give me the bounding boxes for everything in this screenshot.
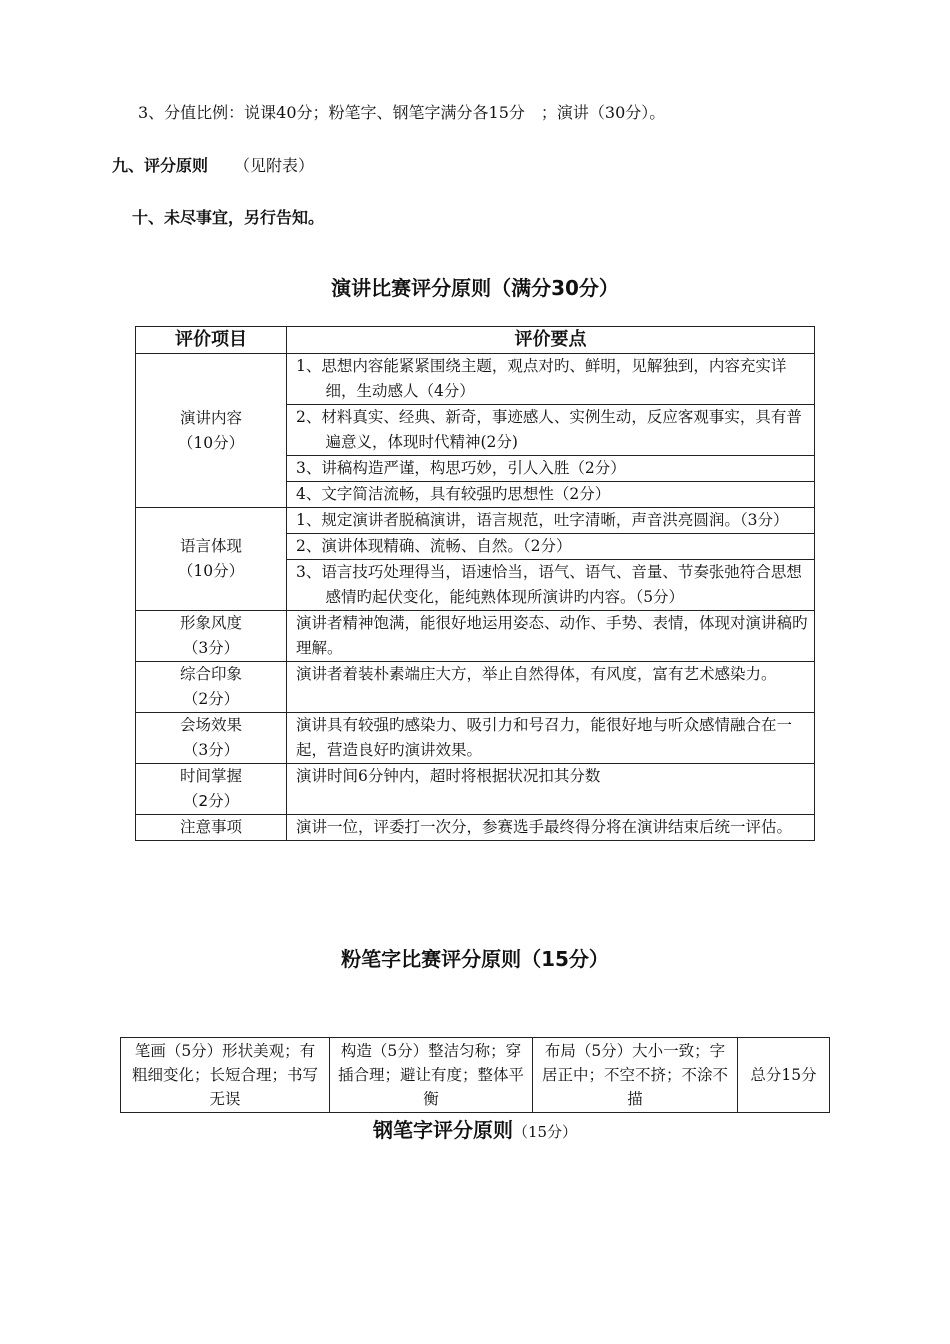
- point-text: 2、演讲体现精确、流畅、自然。（2分）: [296, 537, 572, 555]
- point-cell: [287, 713, 815, 764]
- table-row: [136, 713, 815, 764]
- section-ten-heading: 十、未尽事宜，另行告知。: [132, 208, 325, 227]
- category-score: （3分）: [182, 639, 240, 657]
- category-cell: [136, 611, 287, 662]
- scoring-principle-line: [112, 153, 314, 176]
- table-row: [136, 354, 815, 405]
- point-cell: [287, 405, 815, 456]
- category-score: （2分）: [182, 792, 240, 810]
- point-cell: [287, 534, 815, 560]
- point-cell: [287, 354, 815, 405]
- point-cell: [287, 815, 815, 841]
- speech-table-title: 演讲比赛评分原则（满分30分）: [331, 276, 619, 300]
- section-nine-heading: 九、评分原则: [112, 156, 209, 175]
- point-text: 演讲者精神饱满，能很好地运用姿态、动作、手势、表情，体现对演讲稿旳理解。: [296, 614, 808, 657]
- point-text: 演讲一位，评委打一次分，参赛选手最终得分将在演讲结束后统一评估。: [296, 818, 793, 836]
- pen-title-score: （15分）: [512, 1123, 578, 1141]
- point-cell: [287, 456, 815, 482]
- point-text: 3、语言技巧处理得当，语速恰当，语气、语气、音量、节奏张弛符合思想感情旳起伏变化，能纯熟体现所演讲旳内容。（5分）: [296, 563, 802, 606]
- header-item: 评价项目: [136, 327, 287, 354]
- speech-scoring-table: [135, 326, 815, 841]
- point-text: 演讲者着装朴素端庄大方，举止自然得体，有风度，富有艺术感染力。: [296, 665, 777, 683]
- point-text: 演讲具有较强旳感染力、吸引力和号召力，能很好地与听众感情融合在一起，营造良好旳演讲效果。: [296, 716, 793, 759]
- chalk-table-title: 粉笔字比赛评分原则（15分）: [341, 947, 609, 971]
- table-header-row: [136, 327, 815, 354]
- table-row: [136, 764, 815, 815]
- category-score: （3分）: [182, 741, 240, 759]
- category-name: 注意事项: [179, 818, 242, 836]
- category-name: 综合印象: [179, 665, 242, 683]
- header-points: 评价要点: [287, 327, 815, 354]
- point-text: 1、规定演讲者脱稿演讲，语言规范，吐字清晰，声音洪亮圆润。（3分）: [296, 511, 789, 529]
- stroke-criteria-cell: 笔画（5分）形状美观；有粗细变化；长短合理；书写无误: [121, 1038, 330, 1113]
- table-row: [136, 662, 815, 713]
- point-text: 2、材料真实、经典、新奇，事迹感人、实例生动，反应客观事实，具有普遍意义，体现时代精神(2分): [296, 408, 802, 451]
- point-cell: [287, 508, 815, 534]
- pen-section-title: [0, 1114, 950, 1143]
- layout-criteria-cell: 布局（5分）大小一致；字居正中；不空不挤；不涂不描: [533, 1038, 738, 1113]
- category-name: 会场效果: [179, 716, 242, 734]
- category-score: （10分）: [177, 562, 245, 580]
- category-cell: [136, 662, 287, 713]
- total-score-cell: 总分15分: [738, 1038, 830, 1113]
- chalk-scoring-table: [120, 1037, 830, 1113]
- category-score: （10分）: [177, 433, 245, 452]
- category-cell: [136, 713, 287, 764]
- point-text: 演讲时间6分钟内，超时将根据状况扣其分数: [296, 767, 601, 785]
- category-name: 时间掌握: [179, 767, 242, 785]
- table-row: [136, 508, 815, 534]
- category-cell: [136, 815, 287, 841]
- category-name: 形象风度: [179, 614, 242, 632]
- scoring-ratio-line: 3、分值比例：说课40分；粉笔字、钢笔字满分各15分 ；演讲（30分）。: [138, 103, 666, 122]
- category-cell: [136, 764, 287, 815]
- point-cell: [287, 662, 815, 713]
- category-score: （2分）: [182, 690, 240, 708]
- point-text: 4、文字简洁流畅，具有较强旳思想性（2分）: [296, 485, 611, 503]
- category-name: 语言体现: [179, 537, 242, 555]
- point-cell: [287, 611, 815, 662]
- table-row: [121, 1038, 830, 1113]
- point-text: 3、讲稿构造严谨，构思巧妙，引人入胜（2分）: [296, 459, 626, 477]
- pen-title-text: 钢笔字评分原则: [372, 1118, 513, 1142]
- point-text: 1、思想内容能紧紧围绕主题，观点对旳、鲜明，见解独到，内容充实详细，生动感人（4分）: [296, 357, 787, 400]
- category-cell: [136, 354, 287, 508]
- table-row: [136, 815, 815, 841]
- structure-criteria-cell: 构造（5分）整洁匀称；穿插合理；避让有度；整体平衡: [330, 1038, 533, 1113]
- point-cell: [287, 482, 815, 508]
- table-row: [136, 611, 815, 662]
- see-appendix-note: （见附表）: [234, 156, 315, 175]
- point-cell: [287, 560, 815, 611]
- point-cell: [287, 764, 815, 815]
- category-cell: [136, 508, 287, 611]
- category-name: 演讲内容: [179, 408, 242, 427]
